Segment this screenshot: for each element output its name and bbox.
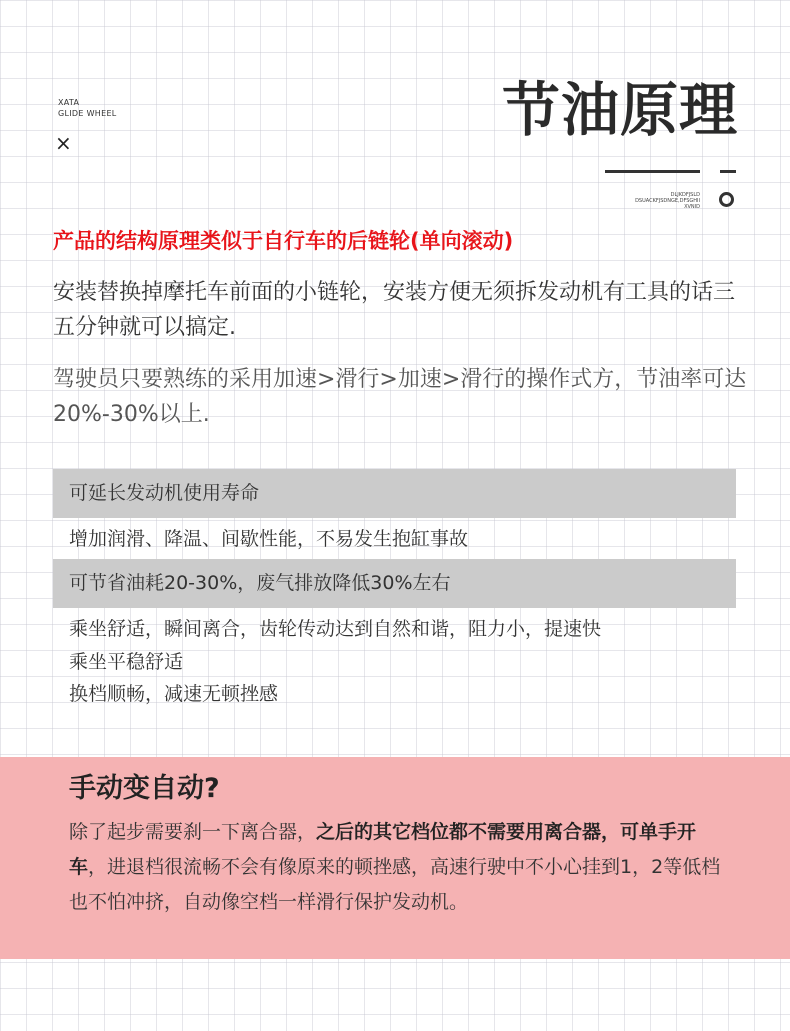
body-bold: 之后的其它档位都不需要用离合器，可单手开车 [69,821,697,878]
brand-line-2: GLIDE WHEEL [58,109,117,118]
feature-band-fuel: 可节省油耗20-30%，废气排放降低30%左右 [53,559,736,608]
page-title: 节油原理 [502,76,739,144]
body-part-1: 除了起步需要刹一下离合器， [69,821,317,843]
feature-row-lubrication: 增加润滑、降温、间歇性能，不易发生抱缸事故 [69,528,469,550]
feature-row-smooth-ride: 乘坐平稳舒适 [69,651,184,673]
title-underline [605,170,700,173]
feature-band-lifespan: 可延长发动机使用寿命 [53,469,736,518]
close-icon: × [55,131,72,155]
brand-label [58,97,117,119]
ring-icon [719,192,734,207]
tiny-line-1: DLJKDFJSLD [670,192,700,198]
body-part-2: ，进退档很流畅不会有像原来的顿挫感，高速行驶中不小心挂到1，2等低档也不怕冲挤，自动像空档一样滑行保护发动机。 [69,856,721,913]
manual-to-auto-title: 手动变自动? [69,773,220,804]
brand-line-1: XATA [58,98,80,107]
title-dash [720,170,736,173]
feature-row-shifting: 换档顺畅，减速无顿挫感 [69,683,279,705]
feature-row-comfort: 乘坐舒适，瞬间离合，齿轮传动达到自然和谐，阻力小，提速快 [69,618,602,640]
driving-paragraph: 驾驶员只要熟练的采用加速>滑行>加速>滑行的操作式方，节油率可达20%-30%以上. [53,367,747,427]
tiny-line-2: DSUACKFJSDNGE,DFSGHII [635,198,700,204]
tiny-caption [620,192,700,210]
manual-to-auto-body [69,815,729,920]
tiny-line-3: XVNID [684,204,700,210]
install-paragraph: 安装替换掉摩托车前面的小链轮，安装方便无须拆发动机有工具的话三五分钟就可以搞定. [53,280,736,340]
headline: 产品的结构原理类似于自行车的后链轮(单向滚动) [53,229,514,253]
